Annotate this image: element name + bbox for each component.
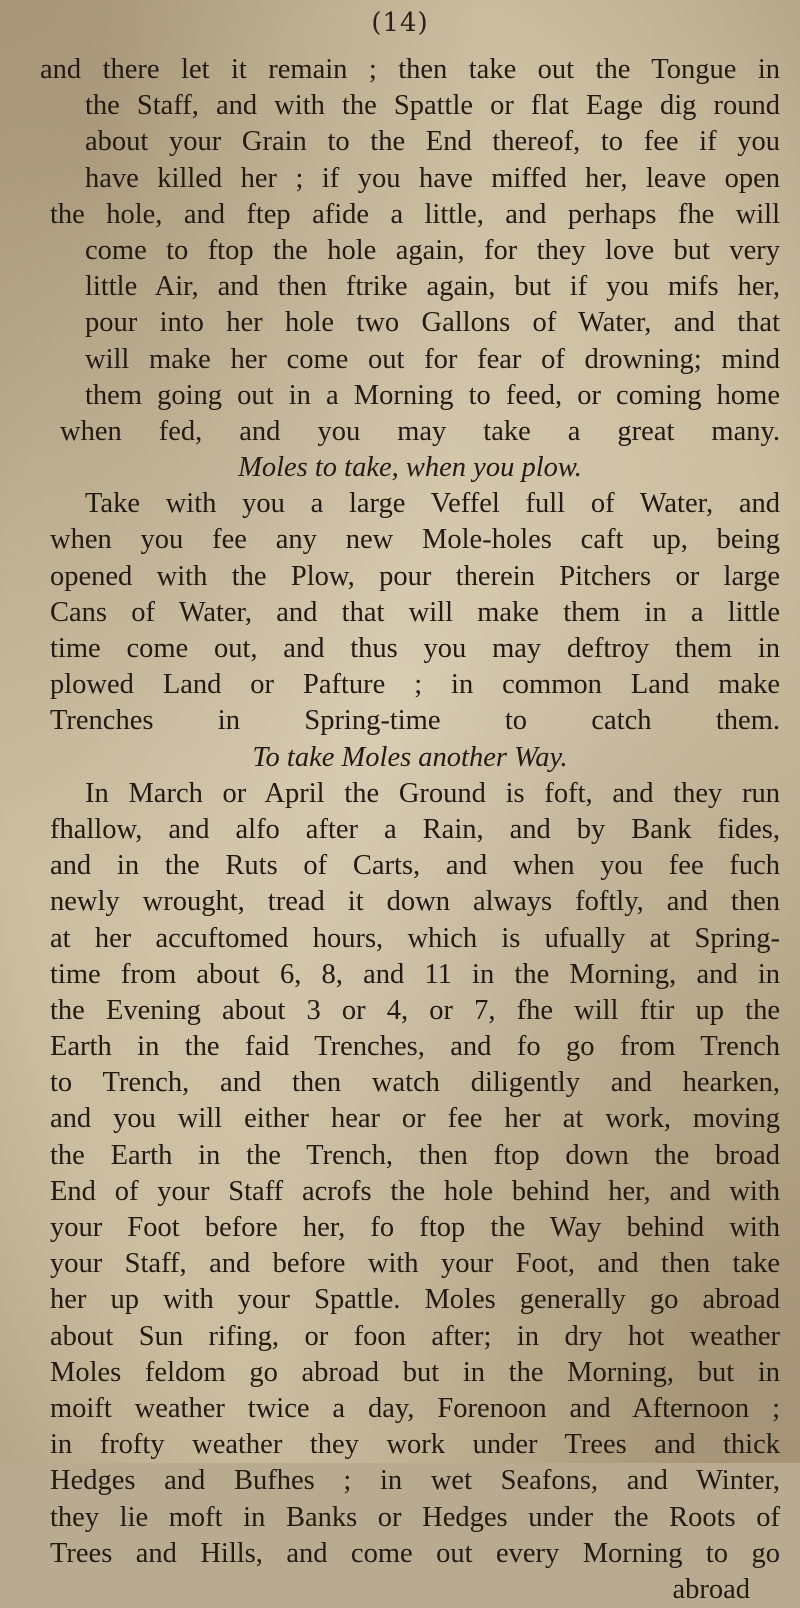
text-line: Trenches in Spring-time to catch them. <box>50 705 780 737</box>
text-line: time come out, and thus you may deftroy them in <box>50 633 780 664</box>
text-line: pour into her hole two Gallons of Water, and that <box>85 307 780 339</box>
text-line: opened with the Plow, pour therein Pitchers or large <box>50 560 780 592</box>
text-line: them going out in a Morning to feed, or coming home <box>85 379 780 411</box>
text-line: when you fee any new Mole-holes caft up, being <box>50 524 780 556</box>
text-line: fhallow, and alfo after a Rain, and by Bank fides, <box>50 813 780 845</box>
text-line: to Trench, and then watch diligently and hearken, <box>50 1067 780 1099</box>
text-line: in frofty weather they work under Trees and thick <box>50 1429 780 1461</box>
text-line: about Sun rifing, or foon after; in dry hot weather <box>50 1320 780 1352</box>
text-line: and there let it remain ; then take out the Tongue in <box>40 54 780 85</box>
text-line: plowed Land or Pafture ; in common Land make <box>50 669 780 701</box>
text-line: time from about 6, 8, and 11 in the Morning, and in <box>50 958 780 990</box>
text-line: In March or April the Ground is foft, and they run <box>85 777 780 809</box>
text-line: your Staff, and before with your Foot, and then take <box>50 1248 780 1280</box>
text-line: the Earth in the Trench, then ftop down the broad <box>50 1139 780 1171</box>
text-line: Earth in the faid Trenches, and fo go from Trench <box>50 1031 780 1063</box>
text-line: they lie moft in Banks or Hedges under the Roots of <box>50 1501 780 1533</box>
page-number: (14) <box>371 8 429 38</box>
text-line: your Foot before her, fo ftop the Way behind with <box>50 1212 780 1243</box>
text-line: Hedges and Bufhes ; in wet Seafons, and Winter, <box>50 1465 780 1497</box>
text-line: will make her come out for fear of drowning; mind <box>85 343 780 375</box>
text-line: Moles feldom go abroad but in the Morning, but in <box>50 1356 780 1388</box>
body-text <box>40 52 780 1608</box>
text-line: the Evening about 3 or 4, or 7, fhe will ftir up the <box>50 994 780 1026</box>
text-line: at her accuftomed hours, which is ufually at Spring- <box>50 922 780 954</box>
text-line: Cans of Water, and that will make them in a little <box>50 596 780 628</box>
text-line: the hole, and ftep afide a little, and perhaps fhe will <box>50 198 780 230</box>
text-line: have killed her ; if you have miffed her, leave open <box>85 162 780 194</box>
text-line: abroad <box>672 1573 750 1605</box>
text-line: the Staff, and with the Spattle or flat Eage dig round <box>85 90 780 122</box>
text-line: her up with your Spattle. Moles generally go abroad <box>50 1284 780 1316</box>
text-line: Trees and Hills, and come out every Morning to go <box>50 1537 780 1569</box>
text-line: newly wrought, tread it down always foftly, and then <box>50 886 780 918</box>
section-heading: Moles to take, when you plow. <box>238 452 582 484</box>
text-line: when fed, and you may take a great many. <box>60 415 780 447</box>
section-heading: To take Moles another Way. <box>252 741 568 773</box>
text-line: Take with you a large Veffel full of Water, and <box>85 488 780 520</box>
text-line: about your Grain to the End thereof, to fee if you <box>85 126 780 158</box>
text-line: and you will either hear or fee her at work, moving <box>50 1103 780 1135</box>
text-line: and in the Ruts of Carts, and when you fee fuch <box>50 850 780 882</box>
text-line: End of your Staff acrofs the hole behind her, and with <box>50 1175 780 1207</box>
text-line: moift weather twice a day, Forenoon and Afternoon ; <box>50 1392 780 1424</box>
text-line: little Air, and then ftrike again, but if you mifs her, <box>85 271 780 303</box>
text-line: come to ftop the hole again, for they love but very <box>85 234 780 266</box>
